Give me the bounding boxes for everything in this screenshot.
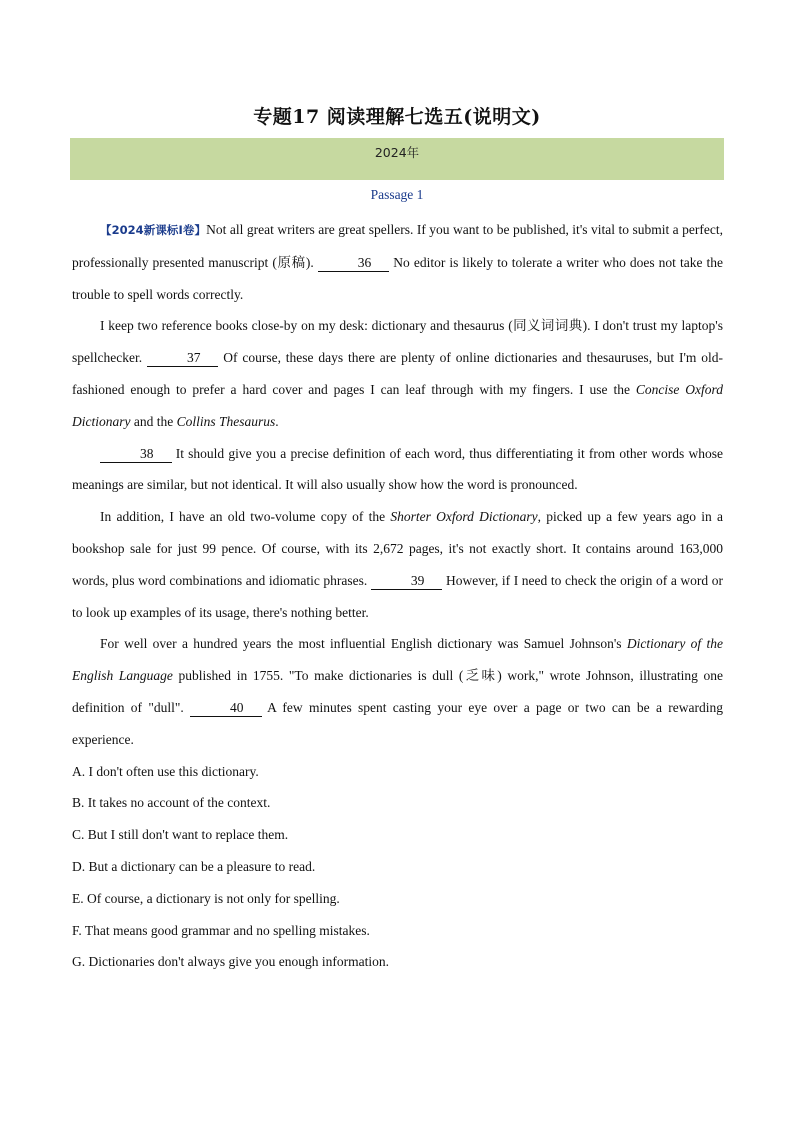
- paragraph-5: [72, 628, 723, 755]
- option-b: B. It takes no account of the context.: [72, 795, 271, 811]
- paragraph-text: and the: [130, 413, 177, 429]
- blank-40: 40: [190, 699, 262, 717]
- year-label: 2024年: [374, 145, 420, 160]
- paragraph-text: However, if I need to check the origin of a word or to look up examples of its usage, there's nothing better.: [72, 572, 723, 620]
- paragraph-text: , picked up a few years ago in a bookshop sale for just 99 pence. Of course, with its 2,672 pages, it's not exactly short. It contains around 163,000 words, plus word combinations and idiomatic phrases.: [72, 509, 724, 588]
- paragraph-text: published in 1755. "To make dictionaries is dull (乏味) work," wrote Johnson, illustrating one definition of "dull".: [72, 668, 723, 715]
- blank-39: 39: [371, 572, 443, 590]
- option-d: D. But a dictionary can be a pleasure to read.: [72, 858, 316, 874]
- passage-title: Passage 1: [370, 187, 424, 202]
- blank-36: 36: [318, 254, 390, 272]
- paragraph-text: It should give you a precise definition of each word, thus differentiating it from other words whose meanings are similar, but not identical. It will also usually show how the word is pronounced.: [72, 445, 723, 493]
- option-g: G. Dictionaries don't always give you enough information.: [72, 954, 389, 970]
- source-tag: 【2024新课标Ⅰ卷】: [100, 223, 207, 237]
- book-title: Concise Oxford Dictionary: [72, 381, 723, 429]
- option-c: C. But I still don't want to replace them.: [72, 827, 289, 843]
- paragraph-2: [72, 310, 723, 437]
- paragraph-text: For well over a hundred years the most influential English dictionary was Samuel Johnson's: [100, 636, 627, 652]
- option-e: E. Of course, a dictionary is not only for spelling.: [72, 890, 340, 906]
- blank-37: 37: [147, 349, 219, 367]
- paragraph-text: No editor is likely to tolerate a writer who does not take the trouble to spell words correctly.: [72, 254, 723, 302]
- book-title: Shorter Oxford Dictionary: [390, 509, 538, 525]
- option-f: F. That means good grammar and no spelling mistakes.: [72, 922, 370, 938]
- option-a: A. I don't often use this dictionary.: [72, 763, 259, 779]
- paragraph-3: [72, 438, 723, 502]
- paragraph-text: Of course, these days there are plenty of online dictionaries and thesauruses, but I'm old-fashioned enough to prefer a hard cover and pages I can leaf through with my fingers. I use the: [72, 350, 723, 397]
- paragraph-1: [72, 214, 723, 310]
- paragraph-text: In addition, I have an old two-volume copy of the: [100, 509, 391, 525]
- answer-options: [72, 756, 723, 979]
- blank-38: 38: [100, 445, 172, 463]
- paragraph-4: [72, 501, 723, 628]
- book-title: Collins Thesaurus: [176, 413, 276, 429]
- passage-body: [72, 214, 723, 978]
- paragraph-text: Not all great writers are great spellers. If you want to be published, it's vital to submit a perfect, professionally presented manuscript (原稿).: [72, 222, 723, 270]
- page-title: 专题17 阅读理解七选五(说明文): [253, 106, 541, 128]
- book-title: Dictionary of the English Language: [72, 636, 724, 684]
- paragraph-text: I keep two reference books close-by on my desk: dictionary and thesaurus (同义词词典). I don't trust my laptop's spellchecker.: [72, 318, 723, 366]
- paragraph-text: A few minutes spent casting your eye over a page or two can be a rewarding experience.: [72, 699, 723, 747]
- paragraph-text: .: [275, 413, 279, 429]
- year-band: [70, 138, 724, 180]
